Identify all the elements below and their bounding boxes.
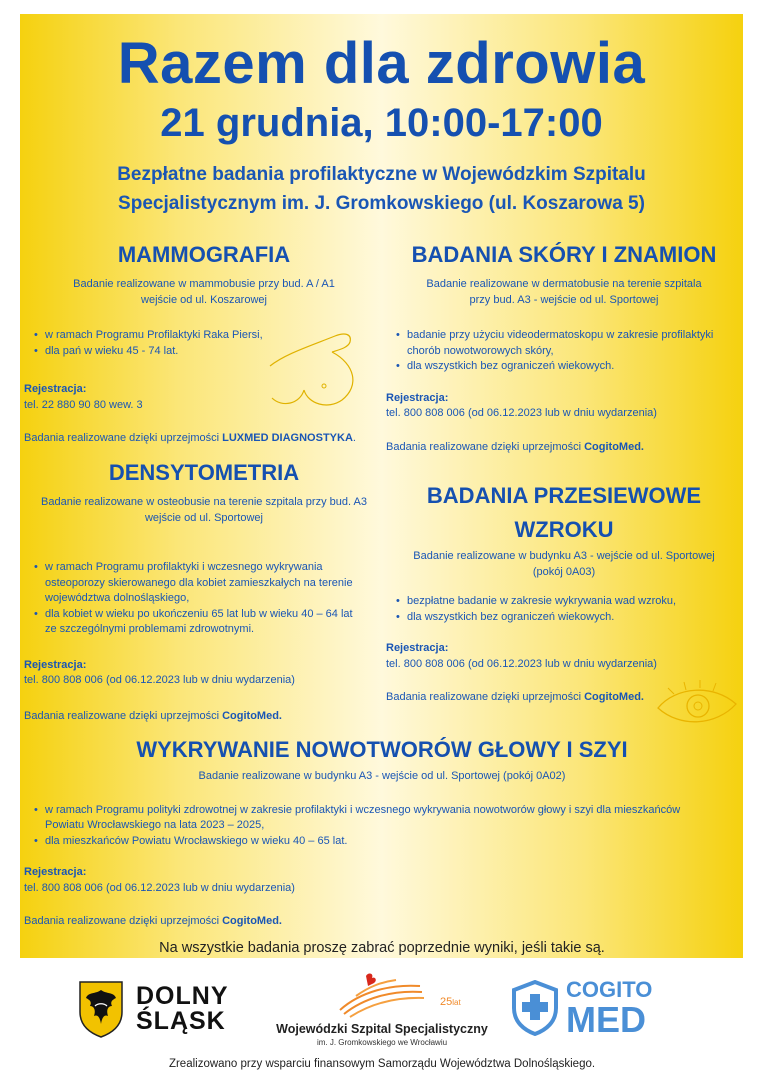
- sponsor-note: [24, 914, 740, 930]
- section-heading: WYKRYWANIE NOWOTWORÓW GŁOWY I SZYI: [136, 737, 628, 762]
- registration-phone: tel. 22 880 90 80 wew. 3: [24, 398, 143, 411]
- coat-of-arms-icon: [78, 980, 124, 1038]
- logo-bar: [0, 970, 764, 1050]
- list-item-continued: województwa dolnośląskiego,: [45, 592, 190, 604]
- section-description: [24, 495, 384, 526]
- desc-line: Badanie realizowane w osteobusie na terenie szpitala przy bud. A3: [41, 496, 367, 508]
- logo-text: MED: [566, 999, 646, 1040]
- bullet-list: [386, 594, 742, 625]
- lead-line: Specjalistycznym im. J. Gromkowskiego (ul. Koszarowa 5): [118, 193, 645, 214]
- cogitomed-shield-icon: [510, 980, 560, 1036]
- sponsor-text: .: [352, 432, 356, 444]
- desc-line: Badanie realizowane w dermatobusie na terenie szpitala: [426, 278, 702, 290]
- bullet-list: [24, 803, 740, 850]
- sponsor-name: LUXMED DIAGNOSTYKA: [222, 432, 353, 444]
- sponsor-text: Badania realizowane dzięki uprzejmości: [24, 432, 223, 444]
- sponsor-name: CogitoMed.: [222, 915, 282, 927]
- list-item: • dla kobiet w wieku po ukończeniu 65 lat lub w wieku 40 – 64 lat: [24, 607, 384, 623]
- registration-label: Rejestracja:: [386, 642, 449, 654]
- lead-line: Bezpłatne badania profilaktyczne w Wojewódzkim Szpitalu: [117, 164, 646, 185]
- sponsor-note: [24, 709, 384, 725]
- sponsor-name: CogitoMed.: [584, 440, 644, 453]
- section-heading: [386, 479, 742, 547]
- hospital-name: Wojewódzki Szpital Specjalistyczny: [276, 1022, 488, 1036]
- section-heading: MAMMOGRAFIA: [117, 242, 291, 267]
- list-item: • dla wszystkich bez ograniczeń wiekowych.: [386, 610, 742, 626]
- list-item: • dla pań w wieku 45 - 74 lat.: [24, 344, 384, 360]
- section-description: [386, 277, 742, 308]
- sponsor-note: [24, 431, 384, 447]
- footer-note: Na wszystkie badania proszę zabrać poprzednie wyniki, jeśli takie są.: [159, 940, 605, 956]
- desc-line: przy bud. A3 - wejście od ul. Sportowej: [469, 293, 659, 306]
- hospital-logo-icon: [330, 970, 453, 1018]
- list-item-continued: osteoporozy skierowanego dla kobiet zamieszkałych na terenie: [45, 576, 353, 589]
- registration-label: Rejestracja:: [24, 383, 87, 395]
- poster: [20, 14, 743, 958]
- registration-phone: tel. 800 808 006 (od 06.12.2023 lub w dniu wydarzenia): [24, 674, 295, 686]
- section-description: [24, 277, 384, 308]
- lead-text: [20, 160, 743, 218]
- bullet-list: [24, 560, 384, 638]
- registration-phone: tel. 800 808 006 (od 06.12.2023 lub w dniu wydarzenia): [386, 407, 657, 419]
- logo-text: COGITO: [566, 977, 653, 1002]
- list-item-continued: Powiatu Wrocławskiego na lata 2023 – 2025,: [45, 819, 265, 831]
- funding-credit: Zrealizowano przy wsparciu finansowym Samorządu Województwa Dolnośląskiego.: [168, 1058, 596, 1070]
- registration-label: Rejestracja:: [386, 391, 449, 404]
- eye-outline-icon: [654, 678, 740, 734]
- section-glowa: [24, 734, 740, 930]
- section-description: [386, 549, 742, 580]
- list-item: • dla mieszkańców Powiatu Wrocławskiego w wieku 40 – 65 lat.: [24, 834, 740, 850]
- sponsor-text: Badania realizowane dzięki uprzejmości: [24, 915, 223, 927]
- section-heading: BADANIA SKÓRY I ZNAMION: [411, 242, 717, 267]
- years-number: 25: [440, 996, 453, 1008]
- cogitomed-logo: [566, 978, 652, 1038]
- logo-text: DOLNY: [136, 982, 229, 1010]
- bullet-list: [386, 328, 742, 375]
- section-skora: [386, 239, 742, 455]
- registration-label: Rejestracja:: [24, 658, 87, 671]
- section-heading: DENSYTOMETRIA: [108, 460, 300, 485]
- hospital-subname: im. J. Gromkowskiego we Wrocławiu: [316, 1038, 448, 1047]
- sponsor-text: Badania realizowane dzięki uprzejmości: [386, 440, 585, 453]
- list-item: • w ramach Programu profilaktyki i wczesnego wykrywania: [24, 560, 384, 576]
- list-item-continued: chorób nowotworowych skóry,: [407, 344, 554, 357]
- desc-line: Badanie realizowane w mammobusie przy bud. A / A1: [73, 278, 335, 290]
- section-wzrok: [386, 479, 742, 706]
- section-densytometria: [24, 457, 384, 724]
- registration-label: Rejestracja:: [24, 866, 87, 878]
- logo-text: ŚLĄSK: [136, 1007, 226, 1035]
- list-item: • w ramach Programu Profilaktyki Raka Piersi,: [24, 328, 384, 344]
- heading-line: BADANIA PRZESIEWOWE: [426, 483, 702, 508]
- list-item: • dla wszystkich bez ograniczeń wiekowych.: [386, 359, 742, 375]
- list-item: • bezpłatne badanie w zakresie wykrywania wad wzroku,: [386, 594, 742, 610]
- event-date: 21 grudnia, 10:00-17:00: [160, 101, 603, 145]
- sponsor-text: Badania realizowane dzięki uprzejmości: [24, 709, 223, 722]
- sponsor-note: [386, 440, 742, 456]
- heading-line: WZROKU: [514, 517, 614, 542]
- list-item: • w ramach Programu polityki zdrowotnej w zakresie profilaktyki i wczesnego wykrywania nowotworów głowy i szyi dla mieszkańców: [24, 803, 740, 819]
- registration-phone: tel. 800 808 006 (od 06.12.2023 lub w dniu wydarzenia): [386, 657, 657, 670]
- registration-phone: tel. 800 808 006 (od 06.12.2023 lub w dniu wydarzenia): [24, 881, 295, 894]
- breast-outline-icon: [260, 324, 370, 414]
- sponsor-name: CogitoMed.: [584, 691, 644, 703]
- desc-line: Badanie realizowane w budynku A3 - wejście od ul. Sportowej: [413, 550, 715, 562]
- list-item: • badanie przy użyciu videodermatoskopu w zakresie profilaktyki: [386, 328, 742, 344]
- dolny-slask-logo: [136, 984, 229, 1034]
- desc-line: wejście od ul. Koszarowej: [141, 293, 267, 306]
- desc-line: Badanie realizowane w budynku A3 - wejście od ul. Sportowej (pokój 0A02): [198, 770, 566, 782]
- section-description: [24, 769, 740, 785]
- page-title: Razem dla zdrowia: [117, 31, 646, 96]
- desc-line: wejście od ul. Sportowej: [144, 511, 263, 524]
- years-suffix: lat: [452, 998, 461, 1007]
- hospital-years: [440, 996, 461, 1008]
- sponsor-name: CogitoMed.: [222, 709, 282, 722]
- sponsor-text: Badania realizowane dzięki uprzejmości: [386, 691, 585, 703]
- desc-line: (pokój 0A03): [532, 565, 596, 578]
- list-item-continued: ze szczególnymi problemami zdrowotnymi.: [45, 623, 255, 635]
